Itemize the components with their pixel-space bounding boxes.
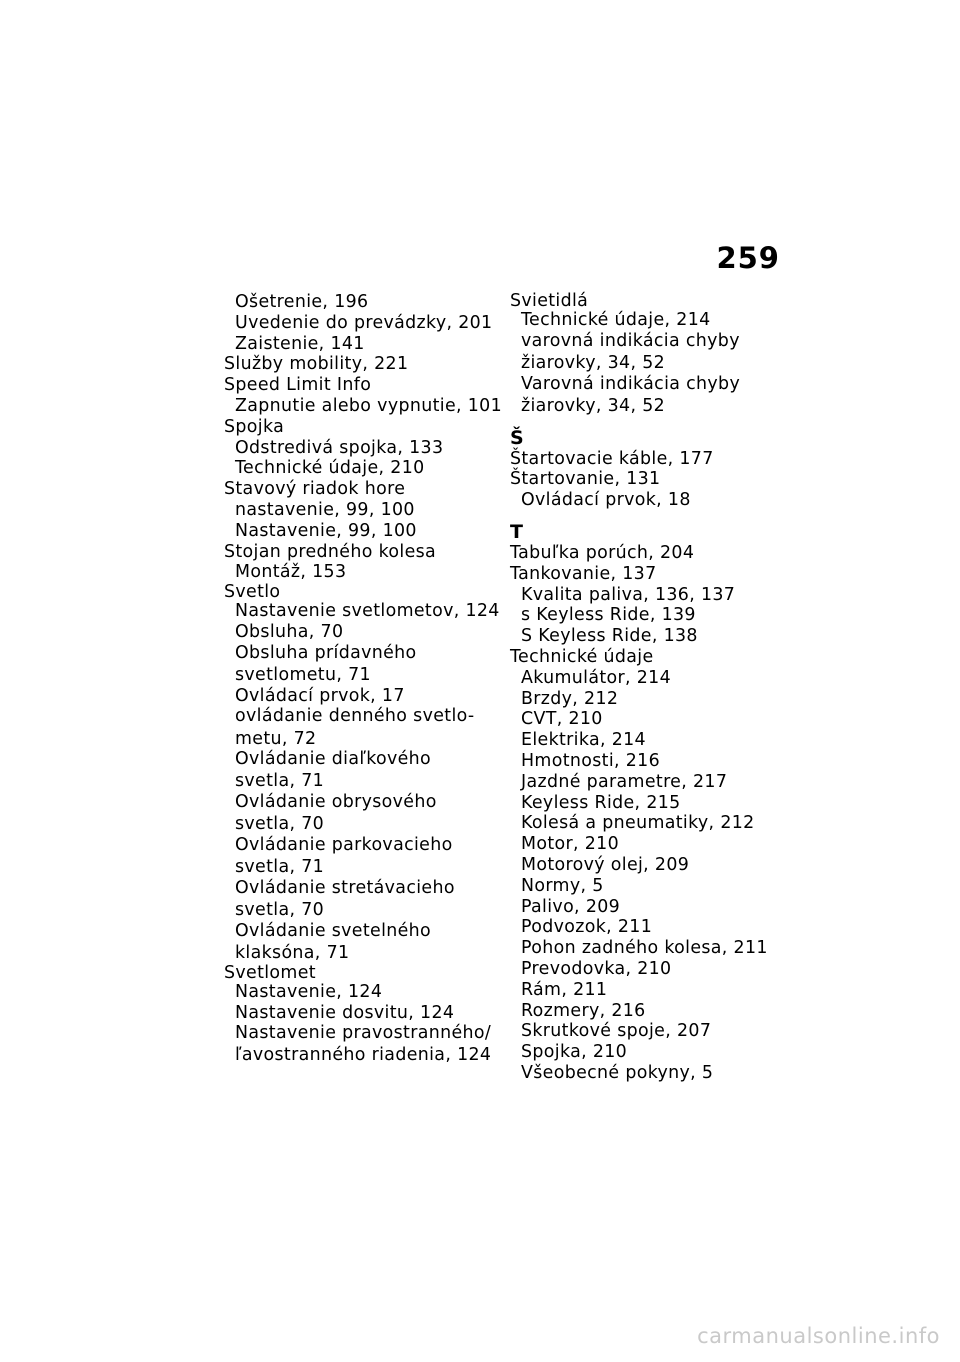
index-subentry: žiarovky, 34, 52 (521, 395, 666, 416)
index-entry: Štartovanie, 131 (510, 469, 661, 490)
index-subentry: Technické údaje, 210 (235, 458, 425, 479)
index-subentry: Rám, 211 (521, 979, 608, 1000)
index-entry: Stojan predného kolesa (224, 541, 437, 562)
index-entry: Svietidlá (510, 291, 589, 311)
index-subentry: klaksóna, 71 (235, 942, 350, 963)
index-subentry: Nastavenie svetlometov, 124 (235, 601, 500, 622)
index-subentry: Všeobecné pokyny, 5 (521, 1062, 714, 1083)
index-subentry: Obsluha, 70 (235, 621, 344, 642)
index-entry: Svetlomet (224, 962, 316, 983)
index-subentry: Ovládanie parkovacieho (235, 835, 453, 856)
index-subentry: svetlometu, 71 (235, 664, 371, 685)
index-subentry: Nastavenie, 99, 100 (235, 520, 417, 541)
index-subentry: Elektrika, 214 (521, 730, 646, 751)
index-subentry: Nastavenie pravostranného/ (235, 1023, 492, 1044)
index-column-left (224, 292, 502, 1066)
index-subentry: Uvedenie do prevádzky, 201 (235, 312, 493, 333)
index-subentry: Podvozok, 211 (521, 917, 653, 938)
index-column-right (510, 292, 780, 1084)
index-subentry: Montáž, 153 (235, 562, 347, 583)
index-subentry: Ošetrenie, 196 (235, 292, 369, 312)
index-entry: Tankovanie, 137 (510, 563, 657, 584)
index-subentry: varovná indikácia chyby (521, 330, 740, 351)
index-subentry: CVT, 210 (521, 709, 603, 730)
index-subentry: Pohon zadného kolesa, 211 (521, 938, 768, 959)
index-subentry: žiarovky, 34, 52 (521, 352, 666, 373)
index-subentry: Zaistenie, 141 (235, 333, 365, 354)
index-entry: Tabuľka porúch, 204 (510, 542, 695, 563)
index-subentry: Motor, 210 (521, 834, 620, 855)
index-subentry: svetla, 70 (235, 900, 325, 921)
section-letter: T (510, 520, 523, 543)
index-subentry: S Keyless Ride, 138 (521, 626, 698, 647)
index-subentry: Nastavenie, 124 (235, 981, 383, 1002)
index-subentry: Varovná indikácia chyby (521, 373, 741, 394)
index-subentry: Ovládanie svetelného (235, 920, 432, 941)
index-subentry: Normy, 5 (521, 875, 604, 896)
index-subentry: Prevodovka, 210 (521, 958, 672, 979)
index-subentry: Obsluha prídavného (235, 642, 417, 663)
index-subentry: nastavenie, 99, 100 (235, 499, 415, 520)
index-subentry: Keyless Ride, 215 (521, 792, 681, 813)
index-subentry: Spojka, 210 (521, 1042, 628, 1063)
watermark: carmanualsonline.info (697, 1324, 940, 1348)
index-entry: Spojka (224, 416, 285, 437)
index-subentry: Rozmery, 216 (521, 1000, 646, 1021)
index-subentry: svetla, 70 (235, 814, 325, 835)
index-subentry: Ovládací prvok, 17 (235, 685, 405, 706)
index-subentry: ľavostranného riadenia, 124 (235, 1045, 492, 1066)
page-number: 259 (716, 241, 780, 275)
index-subentry: Kolesá a pneumatiky, 212 (521, 813, 755, 834)
index-subentry: s Keyless Ride, 139 (521, 605, 696, 626)
index-entry: Speed Limit Info (224, 375, 372, 396)
index-subentry: Technické údaje, 214 (521, 310, 711, 330)
index-subentry: Zapnutie alebo vypnutie, 101 (235, 395, 502, 416)
index-entry: Služby mobility, 221 (224, 354, 409, 375)
index-entry: Stavový riadok hore (224, 479, 406, 500)
index-subentry: Odstredivá spojka, 133 (235, 437, 444, 458)
index-subentry: svetla, 71 (235, 857, 325, 878)
index-subentry: Kvalita paliva, 136, 137 (521, 584, 736, 605)
index-subentry: Ovládanie stretávacieho (235, 878, 455, 898)
index-entry: Štartovacie káble, 177 (510, 448, 714, 469)
index-subentry: Motorový olej, 209 (521, 854, 690, 875)
index-subentry: Hmotnosti, 216 (521, 750, 660, 771)
index-entry: Svetlo (224, 582, 281, 603)
section-letter: Š (510, 426, 524, 449)
index-subentry: Ovládanie diaľkového (235, 749, 432, 770)
index-subentry: Akumulátor, 214 (521, 667, 672, 688)
index-subentry: ovládanie denného svetlo- (235, 706, 475, 727)
index-subentry: Skrutkové spoje, 207 (521, 1021, 712, 1042)
index-subentry: Ovládanie obrysového (235, 792, 437, 813)
index-subentry: Palivo, 209 (521, 896, 621, 917)
index-entry: Technické údaje (510, 646, 654, 667)
index-subentry: Brzdy, 212 (521, 688, 619, 709)
index-subentry: Nastavenie dosvitu, 124 (235, 1002, 455, 1023)
index-subentry: svetla, 71 (235, 771, 325, 792)
index-subentry: Ovládací prvok, 18 (521, 490, 691, 511)
index-subentry: Jazdné parametre, 217 (521, 771, 728, 792)
index-subentry: metu, 72 (235, 728, 317, 749)
